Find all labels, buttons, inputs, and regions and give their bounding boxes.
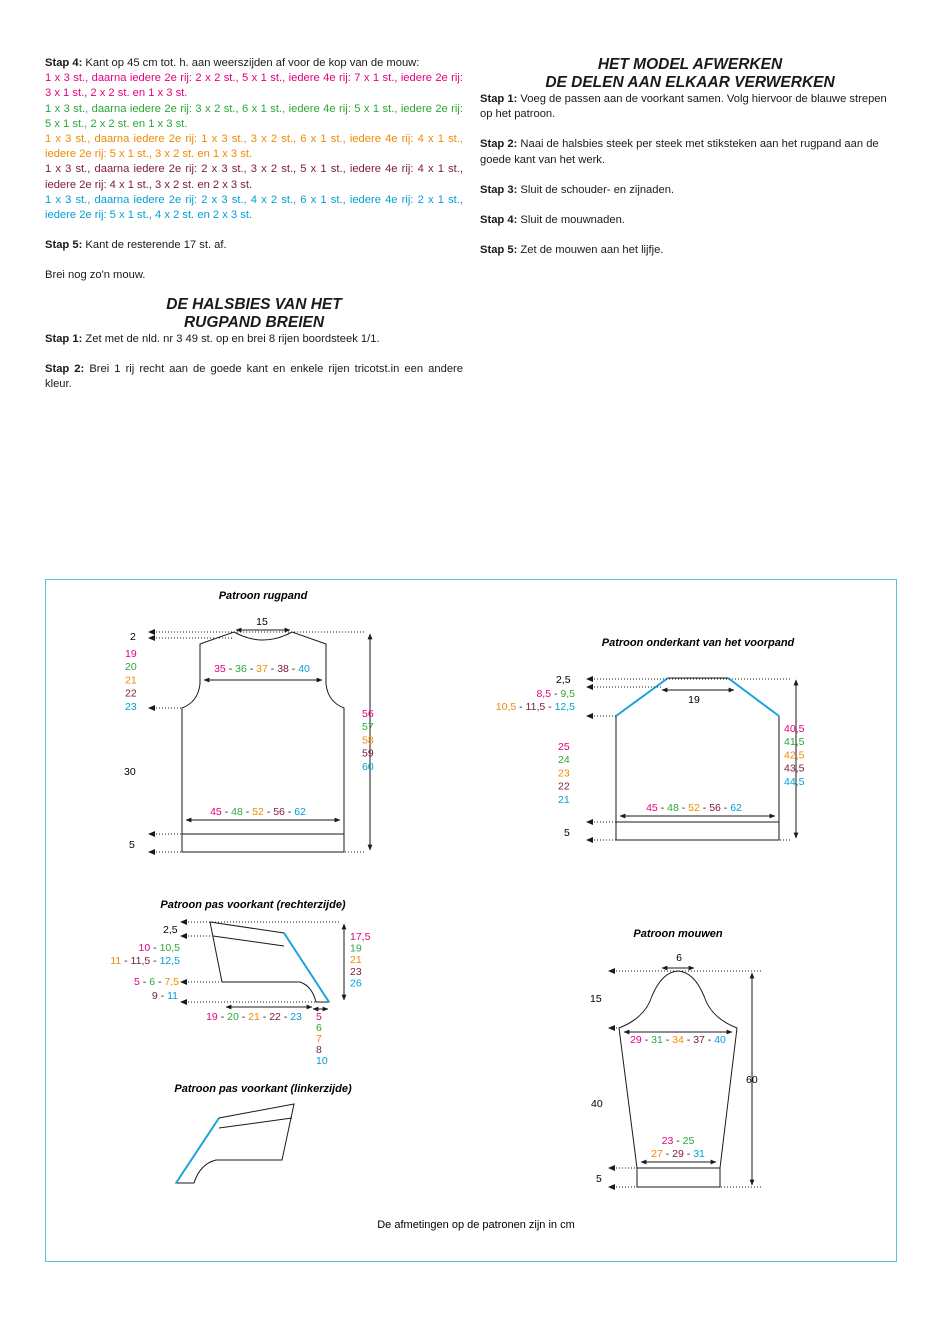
voor-side-value: 25: [558, 741, 570, 753]
pas-rechts-top-label: 2,5: [163, 924, 178, 936]
mw-wtop-value: 31: [651, 1034, 663, 1046]
halsbies-stap2-text: Brei 1 rij recht aan de goede kant en enkele rijen tricotst.in een andere kleur.: [45, 362, 463, 391]
pas-links-title: Patroon pas voorkant (linkerzijde): [174, 1083, 352, 1095]
mouwen-top-label: 6: [676, 952, 682, 964]
afwerken-heading-2: DE DELEN AAN ELKAAR VERWERKEN: [545, 74, 835, 91]
diagram-mouwen: [590, 928, 762, 1190]
rug-wbot-value: 56: [273, 806, 285, 818]
mouwen-title: Patroon mouwen: [633, 928, 723, 940]
voorpand-slope-b: 10,5 - 11,5 - 12,5: [495, 701, 575, 713]
rug-wtop-value: 37: [256, 663, 268, 675]
pr-sb-value: 11: [110, 955, 122, 967]
mouwen-rib-label: 5: [596, 1173, 602, 1185]
pr-height-value: 19: [350, 942, 362, 955]
rugpand-dotted-arrowheads: [148, 629, 155, 855]
rug-wbot-value: 45: [210, 806, 222, 818]
voor-side-value: 23: [558, 767, 570, 780]
rugpand-width-bottom: 45 - 48 - 52 - 56 - 62: [210, 806, 306, 818]
pr-foot-value: 7: [316, 1033, 322, 1045]
rug-height-value: 60: [362, 760, 374, 773]
pr-foot-value: 10: [316, 1055, 328, 1067]
voorpand-slope-a: 8,5 - 9,5: [536, 688, 575, 700]
halsbies-stap2-label: Stap 2:: [45, 362, 85, 375]
mouwen-cuff-b: 27 - 29 - 31: [651, 1148, 705, 1160]
afwerken-stap1-label: Stap 1:: [480, 93, 518, 105]
voorpand-width-top-label: 19: [688, 694, 700, 706]
voorpand-outline: [616, 716, 779, 840]
voorpand-side-list: [558, 741, 570, 806]
mw-cb-value: 27: [651, 1148, 663, 1160]
brei-paragraph: Brei nog zo'n mouw.: [45, 269, 146, 282]
rugpand-top-label: 2: [130, 631, 136, 643]
stap5-label: Stap 5:: [45, 239, 83, 252]
pr-foot-value: 5: [316, 1011, 322, 1023]
rugpand-body-label: 30: [124, 766, 136, 778]
voorpand-title: Patroon onderkant van het voorpand: [601, 637, 795, 649]
stap4-size3: 1 x 3 st., daarna iedere 2e rij: 1 x 3 st., 3 x 2 st., 6 x 1 st., iedere 4e rij: 4 x 1 st., iedere 2e rij: 5 x 1 st., 3 x 2 st. en 1 x 3 st.: [45, 133, 463, 161]
pr-height-value: 21: [350, 954, 362, 967]
afwerken-stap1-text: Voeg de passen aan de voorkant samen. Volg hiervoor de blauwe strepen op het patroon.: [480, 93, 887, 121]
voor-height-value: 44,5: [784, 775, 805, 788]
voor-wbot-value: 45: [646, 802, 658, 814]
pr-lb-value: 9: [151, 990, 158, 1002]
rug-wbot-value: 52: [252, 806, 264, 818]
pr-la-value: 6: [149, 976, 156, 988]
pr-foot-value: 6: [316, 1022, 322, 1034]
voor-side-value: 21: [558, 793, 570, 806]
mouwen-height-label: 60: [746, 1074, 758, 1086]
pas-rechts-width: 19 - 20 - 21 - 22 - 23: [206, 1011, 302, 1023]
afwerken-stap4-label: Stap 4:: [480, 214, 518, 227]
pr-foot-value: 8: [316, 1044, 322, 1056]
afwerken-stap2-label: Stap 2:: [480, 138, 518, 151]
voor-sa-value: 8,5: [536, 688, 552, 700]
afwerken-stap2-text: Naai de halsbies steek per steek met stiksteken aan het rugpand aan de goede kant van het werk.: [480, 138, 879, 166]
stap4-size2: 1 x 3 st., daarna iedere 2e rij: 3 x 2 st., 6 x 1 st., iedere 4e rij: 5 x 1 st., iedere 2e rij: 5 x 1 st., 2 x 2 st. en 1 x 3 st.: [45, 102, 463, 130]
pr-width-value: 22: [269, 1011, 281, 1023]
rug-wtop-value: 40: [298, 663, 310, 675]
voor-sb-value: 10,5: [495, 701, 517, 713]
voorpand-rib-label: 5: [564, 827, 570, 839]
stap5-text: Kant de resterende 17 st. af.: [82, 239, 227, 252]
rug-height-value: 56: [362, 708, 374, 720]
voor-height-value: 41,5: [784, 736, 805, 749]
diagram-pas-rechts: [110, 899, 370, 1067]
mw-wtop-value: 34: [672, 1034, 684, 1046]
afwerken-stap5-text: Zet de mouwen aan het lijfje.: [517, 244, 664, 257]
diagram-voorpand: [496, 637, 805, 843]
rugpand-height-list: [362, 708, 374, 773]
voor-sb-value: 12,5: [554, 701, 575, 713]
stap4-label: Stap 4:: [45, 57, 83, 69]
rugpand-rib-label: 5: [129, 839, 135, 851]
halsbies-heading-1: DE HALSBIES VAN HET: [166, 295, 342, 313]
voorpand-top-label: 2,5: [556, 674, 571, 686]
mw-ca-value: 23: [661, 1135, 674, 1147]
pas-links-inner-line: [219, 1118, 292, 1128]
rug-wbot-value: 62: [294, 806, 306, 818]
rugpand-width-top: 35 - 36 - 37 - 38 - 40: [214, 663, 310, 675]
rug-wtop-value: 35: [214, 663, 226, 675]
rugpand-neck-label: 15: [256, 616, 268, 628]
mouwen-body-label: 40: [591, 1098, 603, 1110]
pas-rechts-lower-b: 9 - 11: [151, 990, 178, 1002]
voorpand-height-list: [784, 723, 805, 788]
rug-arm-value: 21: [125, 674, 137, 687]
rug-arm-value: 22: [125, 687, 137, 700]
voorpand-seam-left: [616, 678, 668, 716]
pr-sa-value: 10,5: [159, 942, 180, 954]
pr-sb-value: 11,5: [130, 955, 151, 967]
halsbies-stap1-text: Zet met de nld. nr 3 49 st. op en brei 8 rijen boordsteek 1/1.: [82, 332, 380, 345]
pr-height-value: 17,5: [350, 931, 371, 943]
pas-links-outline: [176, 1104, 294, 1183]
pr-height-value: 26: [350, 977, 362, 990]
mouwen-cuff-a: 23 - 25: [661, 1135, 695, 1147]
afwerken-stap3-label: Stap 3:: [480, 183, 518, 196]
mouwen-cap-label: 15: [590, 993, 602, 1005]
mw-wtop-value: 37: [693, 1034, 705, 1046]
rug-wtop-value: 36: [235, 663, 247, 675]
afwerken-heading-1: HET MODEL AFWERKEN: [597, 56, 783, 73]
halsbies-stap1-label: Stap 1:: [45, 332, 83, 345]
pr-height-value: 23: [350, 965, 362, 978]
pas-links-seam: [176, 1118, 219, 1183]
rug-wbot-value: 48: [231, 806, 243, 818]
voor-height-value: 40,5: [784, 723, 805, 735]
pr-width-value: 19: [206, 1011, 218, 1023]
pas-rechts-inner-line: [213, 936, 284, 946]
pas-rechts-title: Patroon pas voorkant (rechterzijde): [160, 899, 346, 911]
pas-rechts-outline: [210, 922, 329, 1002]
diagram-footnote: De afmetingen op de patronen zijn in cm: [377, 1219, 575, 1231]
stap4-size1: 1 x 3 st., daarna iedere 2e rij: 2 x 2 st., 5 x 1 st., iedere 4e rij: 7 x 1 st., iedere 2e rij: 3 x 1 st., 2 x 2 st. en 1 x 3 st.: [45, 72, 463, 100]
rugpand-armhole-list: [125, 648, 137, 713]
rug-arm-value: 23: [125, 700, 137, 713]
pas-rechts-slope-a: 10 - 10,5: [138, 942, 180, 954]
rug-wtop-value: 38: [277, 663, 289, 675]
voor-sa-value: 9,5: [560, 688, 575, 700]
afwerken-stap4-text: Sluit de mouwnaden.: [517, 214, 625, 227]
mouwen-width-top: 29 - 31 - 34 - 37 - 40: [630, 1034, 726, 1046]
voor-side-value: 22: [558, 780, 570, 793]
voor-side-value: 24: [558, 754, 570, 767]
mw-ca-value: 25: [682, 1135, 695, 1147]
voorpand-seam-right: [728, 678, 779, 716]
mw-cb-value: 31: [693, 1148, 705, 1160]
pr-la-value: 5: [134, 976, 140, 988]
rug-arm-value: 20: [125, 661, 137, 674]
pr-lb-value: 11: [167, 990, 178, 1002]
pr-width-value: 21: [248, 1011, 260, 1023]
pr-la-value: 7,5: [164, 976, 179, 988]
afwerken-stap3-text: Sluit de schouder- en zijnaden.: [517, 183, 675, 196]
diagram-pas-links: [174, 1083, 352, 1183]
pas-rechts-slope-b: 11 - 11,5 - 12,5: [110, 955, 180, 967]
voor-height-value: 42,5: [784, 749, 805, 762]
rug-arm-value: 19: [125, 648, 137, 660]
voor-wbot-value: 52: [688, 802, 700, 814]
pas-rechts-seam: [284, 933, 329, 1002]
voor-wbot-value: 56: [709, 802, 721, 814]
pr-width-value: 23: [290, 1011, 302, 1023]
pas-rechts-height-list: [350, 931, 371, 989]
pr-sb-value: 12,5: [159, 955, 180, 967]
mw-wtop-value: 29: [630, 1034, 642, 1046]
voor-height-value: 43,5: [784, 762, 805, 775]
rug-height-value: 58: [362, 734, 374, 747]
stap4-text: Kant op 45 cm tot. h. aan weerszijden af voor de kop van de mouw:: [82, 57, 420, 69]
stap4-size5: 1 x 3 st., daarna iedere 2e rij: 2 x 3 st., 4 x 2 st., 6 x 1 st., iedere 4e rij: 2 x 1 st., iedere 2e rij: 5 x 1 st., 4 x 2 st. en 2 x 3 st.: [45, 193, 463, 222]
diagram-rugpand: [124, 590, 374, 855]
pr-width-value: 20: [227, 1011, 239, 1023]
pas-rechts-lower-a: 5 - 6 - 7,5: [134, 976, 179, 988]
mw-cb-value: 29: [672, 1148, 684, 1160]
rug-height-value: 59: [362, 747, 374, 760]
stap4-size4: 1 x 3 st., daarna iedere 2e rij: 2 x 3 st., 3 x 2 st., 5 x 1 st., iedere 4e rij: 4 x 1 st., iedere 2e rij: 4 x 1 st., 3 x 2 st. en 2 x 3 st.: [45, 163, 463, 191]
rug-height-value: 57: [362, 721, 374, 734]
halsbies-heading-2: RUGPAND BREIEN: [183, 313, 325, 331]
voor-wbot-value: 62: [730, 802, 742, 814]
voor-sb-value: 11,5: [525, 701, 546, 713]
rugpand-title: Patroon rugpand: [218, 590, 308, 602]
voor-wbot-value: 48: [667, 802, 679, 814]
pas-rechts-foot-list: [316, 1011, 328, 1067]
pr-sa-value: 10: [138, 942, 151, 954]
mw-wtop-value: 40: [714, 1034, 726, 1046]
afwerken-stap5-label: Stap 5:: [480, 244, 518, 257]
voorpand-width-bottom: 45 - 48 - 52 - 56 - 62: [646, 802, 742, 814]
